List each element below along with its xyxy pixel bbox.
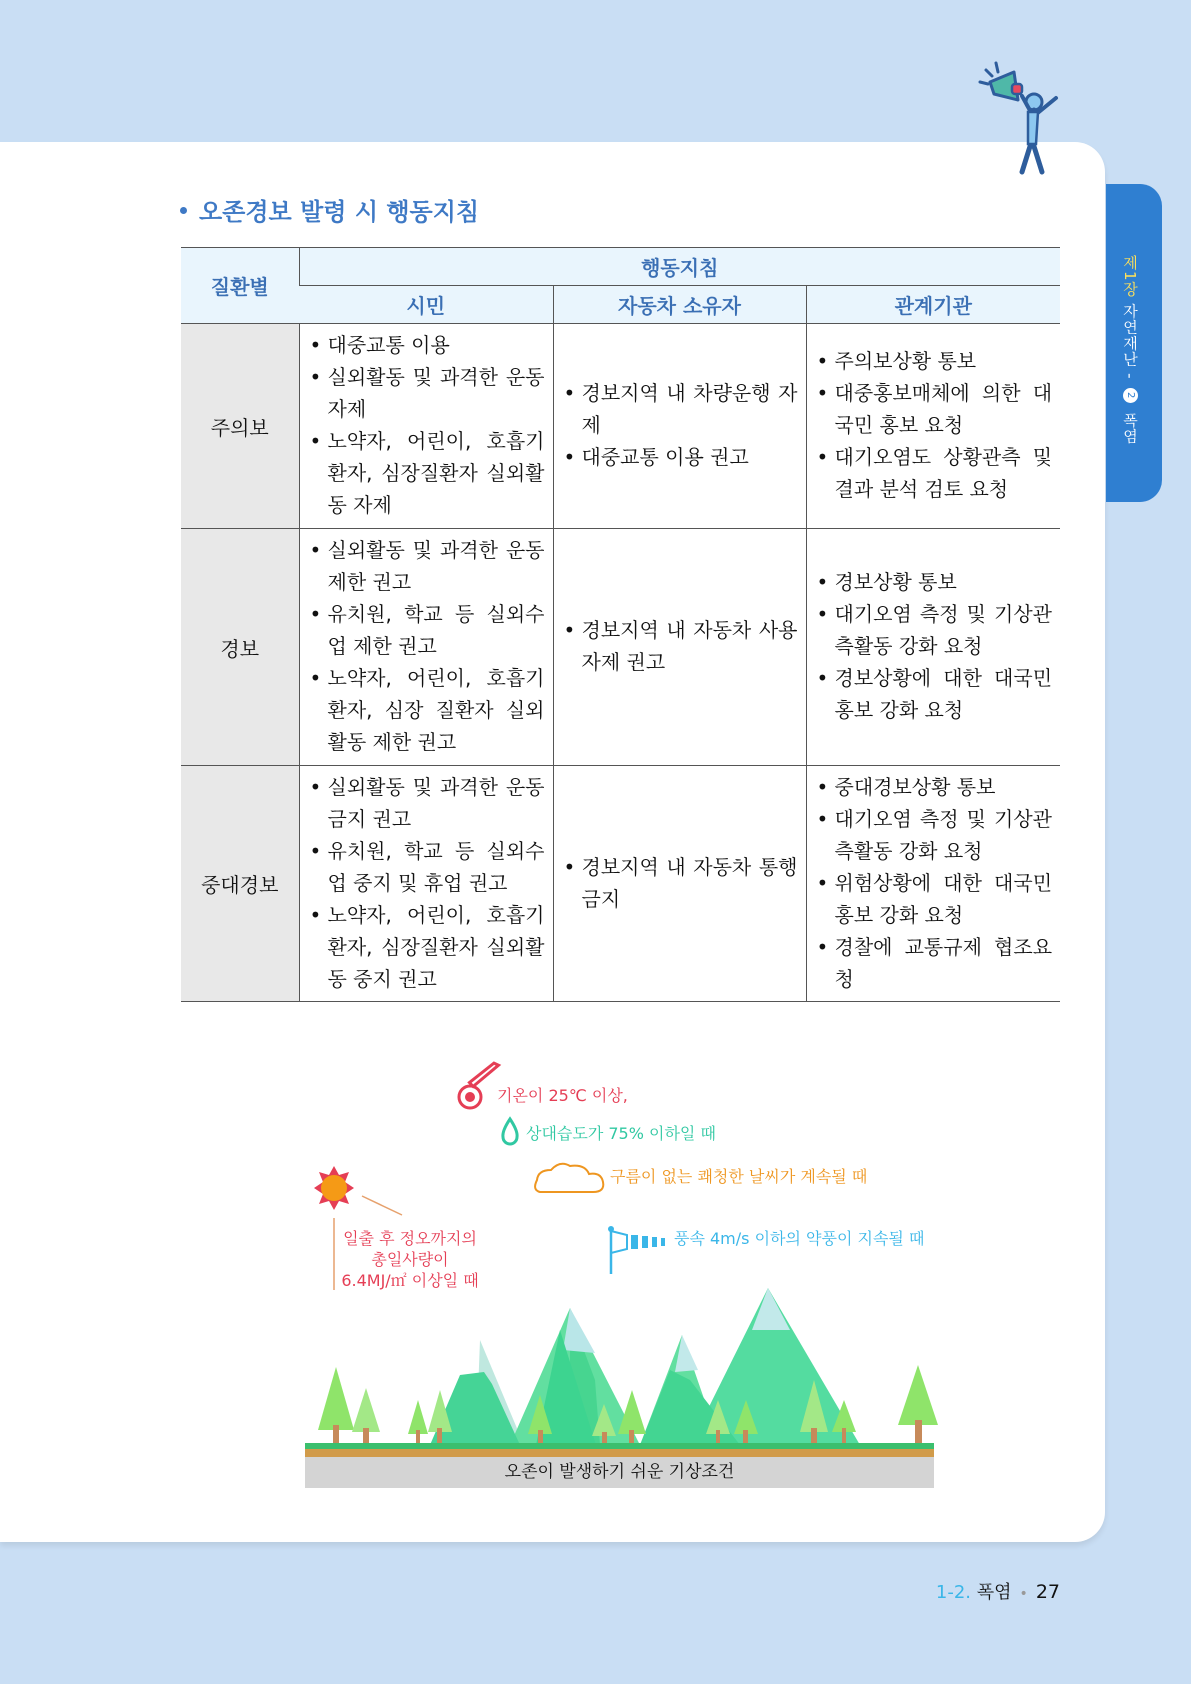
list-item: • 노약자, 어린이, 호흡기환자, 심장질환자 실외활동 중지 권고 bbox=[310, 899, 545, 995]
list-item: • 노약자, 어린이, 호흡기환자, 심장 질환자 실외활동 제한 권고 bbox=[310, 662, 545, 758]
list-item: • 실외활동 및 과격한 운동 자제 bbox=[310, 361, 545, 425]
table-row bbox=[181, 529, 1060, 766]
list-item: • 중대경보상황 통보 bbox=[817, 771, 1053, 803]
section-title-text: 오존경보 발령 시 행동지침 bbox=[199, 198, 480, 226]
footer-separator: • bbox=[1019, 1586, 1028, 1602]
windsock-icon bbox=[608, 1226, 665, 1274]
list-item: • 실외활동 및 과격한 운동 제한 권고 bbox=[310, 534, 545, 598]
humidity-condition: 상대습도가 75% 이하일 때 bbox=[526, 1124, 716, 1143]
solar-line: 총일사량이 bbox=[371, 1250, 449, 1269]
table-row bbox=[181, 766, 1060, 1002]
header-action: 행동지침 bbox=[299, 248, 1060, 286]
list-item: • 경보지역 내 자동차 통행 금지 bbox=[564, 851, 798, 915]
cell-car-owner bbox=[553, 529, 806, 766]
solar-line: 일출 후 정오까지의 bbox=[343, 1229, 477, 1248]
temperature-condition: 기온이 25℃ 이상, bbox=[497, 1086, 628, 1105]
cell-agency bbox=[806, 324, 1060, 529]
illustration-caption: 오존이 발생하기 쉬운 기상조건 bbox=[305, 1457, 934, 1488]
chapter-topic: 폭염 bbox=[1121, 412, 1139, 445]
header-car-owner: 자동차 소유자 bbox=[553, 286, 806, 324]
list-item: • 주의보상황 통보 bbox=[817, 345, 1053, 377]
cell-agency bbox=[806, 529, 1060, 766]
soil-strip bbox=[305, 1449, 934, 1457]
bullet-icon bbox=[180, 207, 187, 214]
row-label: 경보 bbox=[181, 529, 299, 766]
chapter-tab-label bbox=[1120, 255, 1141, 444]
list-item: • 경찰에 교통규제 협조요청 bbox=[817, 931, 1053, 995]
page-number: 27 bbox=[1035, 1581, 1060, 1603]
footer-topic: 폭염 bbox=[976, 1582, 1012, 1603]
section-title bbox=[180, 192, 479, 227]
header-disease: 질환별 bbox=[181, 248, 299, 324]
solar-radiation-condition bbox=[330, 1228, 490, 1291]
list-item: • 경보지역 내 차량운행 자제 bbox=[564, 377, 798, 441]
list-item: • 대기오염 측정 및 기상관측활동 강화 요청 bbox=[817, 598, 1053, 662]
cell-citizen bbox=[299, 766, 553, 1002]
page-footer bbox=[936, 1578, 1060, 1604]
list-item: • 위험상황에 대한 대국민 홍보 강화 요청 bbox=[817, 867, 1053, 931]
cell-car-owner bbox=[553, 324, 806, 529]
solar-line: 6.4MJ/㎡ 이상일 때 bbox=[341, 1271, 479, 1290]
cloud-condition: 구름이 없는 쾌청한 날씨가 계속될 때 bbox=[610, 1167, 868, 1186]
wind-condition: 풍속 4m/s 이하의 약풍이 지속될 때 bbox=[674, 1229, 925, 1248]
row-label: 주의보 bbox=[181, 324, 299, 529]
list-item: • 경보상황에 대한 대국민 홍보 강화 요청 bbox=[817, 662, 1053, 726]
footer-section: 1-2. bbox=[935, 1582, 972, 1603]
cell-car-owner bbox=[553, 766, 806, 1002]
list-item: • 대기오염 측정 및 기상관측활동 강화 요청 bbox=[817, 803, 1053, 867]
chapter-sub-number: 2 bbox=[1123, 388, 1138, 403]
list-item: • 실외활동 및 과격한 운동 금지 권고 bbox=[310, 771, 545, 835]
list-item: • 대기오염도 상황관측 및 결과 분석 검토 요청 bbox=[817, 441, 1053, 505]
list-item: • 경보상황 통보 bbox=[817, 566, 1053, 598]
water-drop-icon bbox=[503, 1119, 517, 1144]
sun-icon bbox=[314, 1166, 354, 1210]
header-agency: 관계기관 bbox=[806, 286, 1060, 324]
cloud-icon bbox=[535, 1164, 603, 1192]
sun-pointer-line bbox=[362, 1196, 402, 1215]
list-item: • 노약자, 어린이, 호흡기환자, 심장질환자 실외활동 자제 bbox=[310, 425, 545, 521]
cell-citizen bbox=[299, 529, 553, 766]
row-label: 중대경보 bbox=[181, 766, 299, 1002]
list-item: • 대중교통 이용 권고 bbox=[564, 441, 798, 473]
cell-agency bbox=[806, 766, 1060, 1002]
list-item: • 대중홍보매체에 의한 대국민 홍보 요청 bbox=[817, 377, 1053, 441]
list-item: • 경보지역 내 자동차 사용 자제 권고 bbox=[564, 614, 798, 678]
cell-citizen bbox=[299, 324, 553, 529]
chapter-number: 제1장 bbox=[1121, 255, 1139, 298]
action-guideline-table bbox=[181, 247, 1060, 1002]
list-item: • 유치원, 학교 등 실외수업 중지 및 휴업 권고 bbox=[310, 835, 545, 899]
chapter-title: 자연재난 - bbox=[1121, 303, 1139, 380]
table-row bbox=[181, 324, 1060, 529]
list-item: • 유치원, 학교 등 실외수업 제한 권고 bbox=[310, 598, 545, 662]
header-citizen: 시민 bbox=[299, 286, 553, 324]
list-item: • 대중교통 이용 bbox=[310, 329, 545, 361]
megaphone-person-icon bbox=[978, 60, 1078, 180]
mountains-icon bbox=[430, 1288, 860, 1445]
grass-strip bbox=[305, 1443, 934, 1449]
thermometer-icon bbox=[459, 1050, 498, 1108]
